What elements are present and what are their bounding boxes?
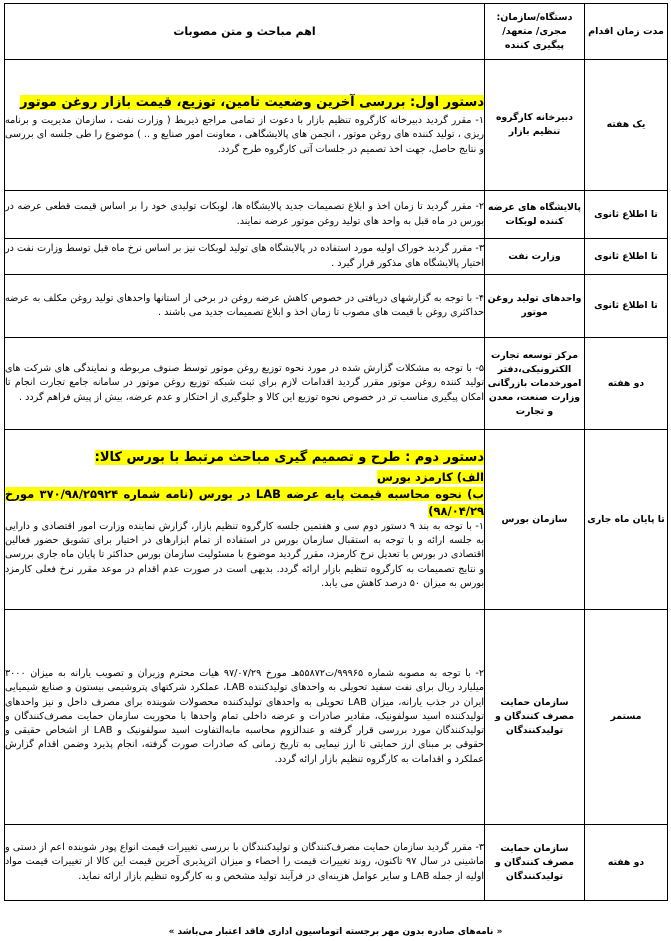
resolution-text: ۳- مقرر گردید سازمان حمایت مصرف‌کنندگان و تولیدکنندگان با بررسی تغییرات قیمت انواع پودر شوینده اعم از دستی و ماشینی در سال ۹۷ تاکنون، روند تغییرات قیمت را احصاء و میزان اثرپذیری آخرین قیمت این کالا از تغییرات قیمت مواد اولیه از جمله LAB و سایر عوامل هزینه‌ای در فرآیند تولید مشخص و به کارگروه تنظیم بازار ارائه نماید. bbox=[5, 842, 485, 882]
time-cell: مستمر bbox=[585, 610, 668, 825]
time-cell: دو هفته bbox=[585, 825, 668, 901]
responsible-cell: سازمان حمایت مصرف کنندگان و تولیدکنندگان bbox=[485, 825, 585, 901]
table-row bbox=[5, 610, 668, 825]
resolution-text: ۲- با توجه به مصوبه شماره ۹۹۹۶۵/ت۵۵۸۷۲هـ مورخ ۹۷/۰۷/۲۹ هیات محترم وزیران و تصویب یارانه به میزان ۳۰۰۰ میلیارد ریال برای نفت سفید تحویلی به واحدهای تولیدکننده LAB، عملکرد شرکتهای پتروشیمی بیستون و صنایع شیمیایی ایران در جذب یارانه، میزان LAB تحویلی به واحدهای تولیدکننده محصولات شوینده برای مصرف داخل و نیز واحدهای تولیدکننده اسید سولفونیک، مقادیر صادرات و عرضه داخلی تمام واحدها با محوریت سازمان حمایت مصرف‌کنندگان و تولیدکنندگان مورد بررسی قرار گرفته و عندالزوم محاسبه مابه‌التفاوت اسید سولفونیک و LAB از اشخاص حقیقی و حقوقی بر مبنای ارز حمایتی تا ارز نیمایی به تاریخ زمانی که صادرات صورت گرفته، انجام پذیرد وضمن اقدام گزارش عملکرد و اقدامات به کارگروه تنظیم بازار ارائه گردد. bbox=[5, 667, 485, 765]
agenda-2-sub-a: الف) کارمزد بورس bbox=[376, 469, 484, 484]
table-row bbox=[5, 191, 668, 239]
resolution-cell bbox=[5, 338, 485, 430]
resolution-cell bbox=[5, 430, 485, 610]
header-responsible: دستگاه/سازمان: مجری/ متعهد/ پیگیری کننده bbox=[485, 4, 585, 60]
table-row bbox=[5, 60, 668, 191]
minutes-table bbox=[4, 3, 668, 901]
resolution-cell bbox=[5, 239, 485, 275]
header-time: مدت زمان اقدام bbox=[585, 4, 668, 60]
table-row bbox=[5, 430, 668, 610]
resolution-cell bbox=[5, 60, 485, 191]
resolution-text: ۵- با توجه به مشکلات گزارش شده در مورد نحوه توزیع روغن موتور توسط صنوف مربوطه و نمایندگی های شرکت های تولید کننده روغن موتور مقرر گردید اقدامات لازم برای ثبت شبکه توزیع روغن موتور در سامانه جامع تجارت انجام تا امکان پیگیری مناسب تر در خصوص نحوه توزیع این کالا و جلوگیری از احتکار و عدم عرضه، بیش از پیش فراهم گردد . bbox=[5, 363, 484, 403]
agenda-2-sub-b: ب) نحوه محاسبه قیمت پایه عرضه LAB در بورس (نامه شماره ۳۷۰/۹۸/۲۵۹۲۴ مورخ ۹۸/۰۴/۲۹) bbox=[5, 486, 484, 518]
resolution-text: ۴- با توجه به گزارشهای دریافتی در خصوص کاهش عرضه روغن در برخی از استانها واحدهای تولید روغن مکلف به عرضه حداکثری روغن با قیمت های مصوب تا زمان اخذ و ابلاغ تصمیمات جدید می باشند . bbox=[5, 292, 484, 318]
resolution-cell bbox=[5, 275, 485, 338]
table-row bbox=[5, 275, 668, 338]
resolution-text: ۲- مقرر گردید تا زمان اخذ و ابلاغ تصمیمات جدید پالایشگاه ها، لوبکات تولیدی خود را بر اساس قیمت قطعی عرضه در بورس در ماه قبل به واحد های تولید روغن موتور عرضه نمایند. bbox=[5, 201, 484, 227]
responsible-cell: سازمان بورس bbox=[485, 430, 585, 610]
responsible-cell: مرکز توسعه تجارت الکترونیکی،دفتر امورخدمات بازرگانی وزارت صنعت، معدن و تجارت bbox=[485, 338, 585, 430]
responsible-cell: دبیرخانه کارگروه تنظیم بازار bbox=[485, 60, 585, 191]
table-row bbox=[5, 239, 668, 275]
header-row bbox=[5, 4, 668, 60]
resolution-text: ۱- مقرر گردید دبیرخانه کارگروه تنظیم بازار با دعوت از تمامی مراجع ذیربط ( وزارت نفت ، سازمان مدیریت و برنامه ریزی ، تولید کننده های روغن موتور ، انجمن های پالایشگاهی ، معاونت امور صنایع و .. ) موضوع را طی جلسه ای بررسی و نتایج حاصل، جهت اخذ تصمیم در جلسات آتی کارگروه طرح گردد. bbox=[5, 115, 484, 155]
time-cell: تا پایان ماه جاری bbox=[585, 430, 668, 610]
agenda-2-title: دستور دوم : طرح و تصمیم گیری مباحث مرتبط با بورس کالا: bbox=[94, 449, 484, 465]
agenda-1-title: دستور اول: بررسی آخرین وضعیت تامین، توزیع، قیمت بازار روغن موتور bbox=[20, 95, 484, 111]
resolution-cell bbox=[5, 825, 485, 901]
responsible-cell: پالایشگاه های عرضه کننده لوبکات bbox=[485, 191, 585, 239]
responsible-cell: سازمان حمایت مصرف کنندگان و تولیدکنندگان bbox=[485, 610, 585, 825]
resolution-text: ۳- مقرر گردید خوراک اولیه مورد استفاده در پالایشگاه های تولید لوبکات نیز بر اساس نرخ ماه قبل توسط وزارت نفت در اختیار پالایشگاه های مذکور قرار گیرد . bbox=[5, 243, 484, 269]
responsible-cell: واحدهای تولید روغن موتور bbox=[485, 275, 585, 338]
header-main: اهم مباحث و متن مصوبات bbox=[5, 4, 485, 60]
responsible-cell: وزارت نفت bbox=[485, 239, 585, 275]
time-cell: دو هفته bbox=[585, 338, 668, 430]
resolution-text: ۱- با توجه به بند ۹ دستور دوم سی و هفتمین جلسه کارگروه تنظیم بازار، گزارش نماینده وزارت امور اقتصادی و دارایی به جلسه ارائه و با توجه به استقبال سازمان بورس در استفاده از تمام ابزارهای در اختیار برای تشویق حضور فعالین اقتصادی در بورس با تعدیل نرخ کارمزد، مقرر گردید موضوع با مسئولیت سازمان بورس حداکثر تا پایان ماه جاری بررسی و نتایج تصمیمات به کارگروه تنظیم بازار ارائه گردد. بدیهی است در صورت عدم اقدام در موعد مقرر نرخ فعلی کارمزد بورس به میزان ۵۰ درصد کاهش می یابد. bbox=[5, 520, 484, 589]
resolution-cell bbox=[5, 191, 485, 239]
resolution-cell bbox=[5, 610, 485, 825]
footer-note: « نامه‌های صادره بدون مهر برجسته اتوماسیون اداری فاقد اعتبار می‌باشد » bbox=[168, 927, 503, 937]
time-cell: یک هفته bbox=[585, 60, 668, 191]
time-cell: تا اطلاع ثانوی bbox=[585, 191, 668, 239]
time-cell: تا اطلاع ثانوی bbox=[585, 275, 668, 338]
time-cell: تا اطلاع ثانوی bbox=[585, 239, 668, 275]
table-row bbox=[5, 825, 668, 901]
table-row bbox=[5, 338, 668, 430]
